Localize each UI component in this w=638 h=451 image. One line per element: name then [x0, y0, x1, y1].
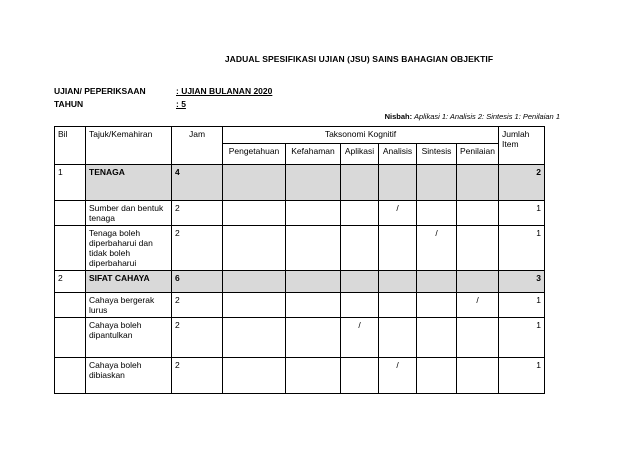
table-row	[55, 201, 545, 226]
table-body	[55, 165, 545, 394]
cell-jumlah: 1	[499, 201, 545, 226]
cell-jumlah: 1	[499, 293, 545, 318]
header-kefahaman: Kefahaman	[286, 144, 341, 165]
ujian-label: UJIAN/ PEPERIKSAAN	[54, 86, 146, 96]
cell-mark	[379, 293, 417, 318]
header-bil: Bil	[55, 127, 86, 165]
cell-jumlah: 1	[499, 358, 545, 394]
table-row	[55, 358, 545, 394]
cell-mark: /	[379, 201, 417, 226]
cell-mark	[417, 358, 457, 394]
cell-mark	[286, 271, 341, 293]
header-jam: Jam	[172, 127, 223, 165]
cell-mark: /	[417, 226, 457, 271]
topic-row	[55, 271, 545, 293]
cell-mark	[379, 165, 417, 201]
header-aplikasi: Aplikasi	[341, 144, 379, 165]
cell-tajuk: Cahaya boleh dibiaskan	[86, 358, 172, 394]
cell-tajuk: SIFAT CAHAYA	[86, 271, 172, 293]
cell-mark	[417, 165, 457, 201]
header-pengetahuan: Pengetahuan	[223, 144, 286, 165]
cell-mark	[341, 358, 379, 394]
ujian-value: : UJIAN BULANAN 2020	[176, 86, 273, 96]
cell-mark	[223, 318, 286, 358]
cell-mark	[223, 271, 286, 293]
cell-jam: 6	[172, 271, 223, 293]
header-jumlah: Jumlah Item	[499, 127, 545, 165]
cell-mark	[457, 165, 499, 201]
cell-mark	[457, 201, 499, 226]
topic-row	[55, 165, 545, 201]
cell-mark	[223, 293, 286, 318]
cell-bil	[55, 226, 86, 271]
table-row	[55, 293, 545, 318]
cell-jam: 4	[172, 165, 223, 201]
tahun-label: TAHUN	[54, 99, 84, 109]
cell-tajuk: TENAGA	[86, 165, 172, 201]
cell-jumlah: 1	[499, 318, 545, 358]
cell-mark	[457, 318, 499, 358]
cell-mark	[417, 271, 457, 293]
cell-tajuk: Sumber dan bentuk tenaga	[86, 201, 172, 226]
cell-bil	[55, 358, 86, 394]
cell-tajuk: Tenaga boleh diperbaharui dan tidak boleh diperbaharui	[86, 226, 172, 271]
cell-mark: /	[379, 358, 417, 394]
cell-jumlah: 3	[499, 271, 545, 293]
cell-mark	[457, 226, 499, 271]
cell-mark	[417, 293, 457, 318]
cell-mark	[379, 226, 417, 271]
cell-bil	[55, 201, 86, 226]
cell-mark	[341, 271, 379, 293]
cell-mark	[286, 201, 341, 226]
cell-mark	[341, 165, 379, 201]
cell-mark	[379, 271, 417, 293]
header-taksonomi: Taksonomi Kognitif	[223, 127, 499, 144]
cell-jumlah: 2	[499, 165, 545, 201]
cell-mark	[417, 201, 457, 226]
cell-mark	[286, 293, 341, 318]
cell-jam: 2	[172, 293, 223, 318]
cell-bil: 1	[55, 165, 86, 201]
cell-bil: 2	[55, 271, 86, 293]
cell-jumlah: 1	[499, 226, 545, 271]
cell-jam: 2	[172, 226, 223, 271]
cell-mark	[286, 318, 341, 358]
header-sintesis: Sintesis	[417, 144, 457, 165]
cell-mark	[341, 201, 379, 226]
nisbah-label: Nisbah:	[384, 112, 413, 121]
cell-jam: 2	[172, 201, 223, 226]
cell-mark	[286, 165, 341, 201]
cell-tajuk: Cahaya bergerak lurus	[86, 293, 172, 318]
nisbah-line	[385, 112, 560, 121]
page-title: JADUAL SPESIFIKASI UJIAN (JSU) SAINS BAHAGIAN OBJEKTIF	[224, 54, 494, 64]
cell-mark	[379, 318, 417, 358]
cell-jam: 2	[172, 358, 223, 394]
nisbah-text: Aplikasi 1: Analisis 2: Sintesis 1: Penilaian 1	[413, 112, 560, 121]
cell-mark	[417, 318, 457, 358]
table-row	[55, 226, 545, 271]
cell-mark	[223, 358, 286, 394]
header-analisis: Analisis	[379, 144, 417, 165]
cell-mark: /	[457, 293, 499, 318]
cell-mark	[341, 226, 379, 271]
cell-mark	[457, 271, 499, 293]
cell-tajuk: Cahaya boleh dipantulkan	[86, 318, 172, 358]
cell-mark	[457, 358, 499, 394]
cell-mark	[223, 165, 286, 201]
cell-mark: /	[341, 318, 379, 358]
cell-mark	[223, 201, 286, 226]
cell-jam: 2	[172, 318, 223, 358]
cell-mark	[341, 293, 379, 318]
cell-bil	[55, 293, 86, 318]
table-row	[55, 318, 545, 358]
header-penilaian: Penilaian	[457, 144, 499, 165]
tahun-value: : 5	[176, 99, 186, 109]
cell-bil	[55, 318, 86, 358]
jsu-table	[54, 126, 545, 394]
cell-mark	[286, 358, 341, 394]
cell-mark	[286, 226, 341, 271]
cell-mark	[223, 226, 286, 271]
header-tajuk: Tajuk/Kemahiran	[86, 127, 172, 165]
